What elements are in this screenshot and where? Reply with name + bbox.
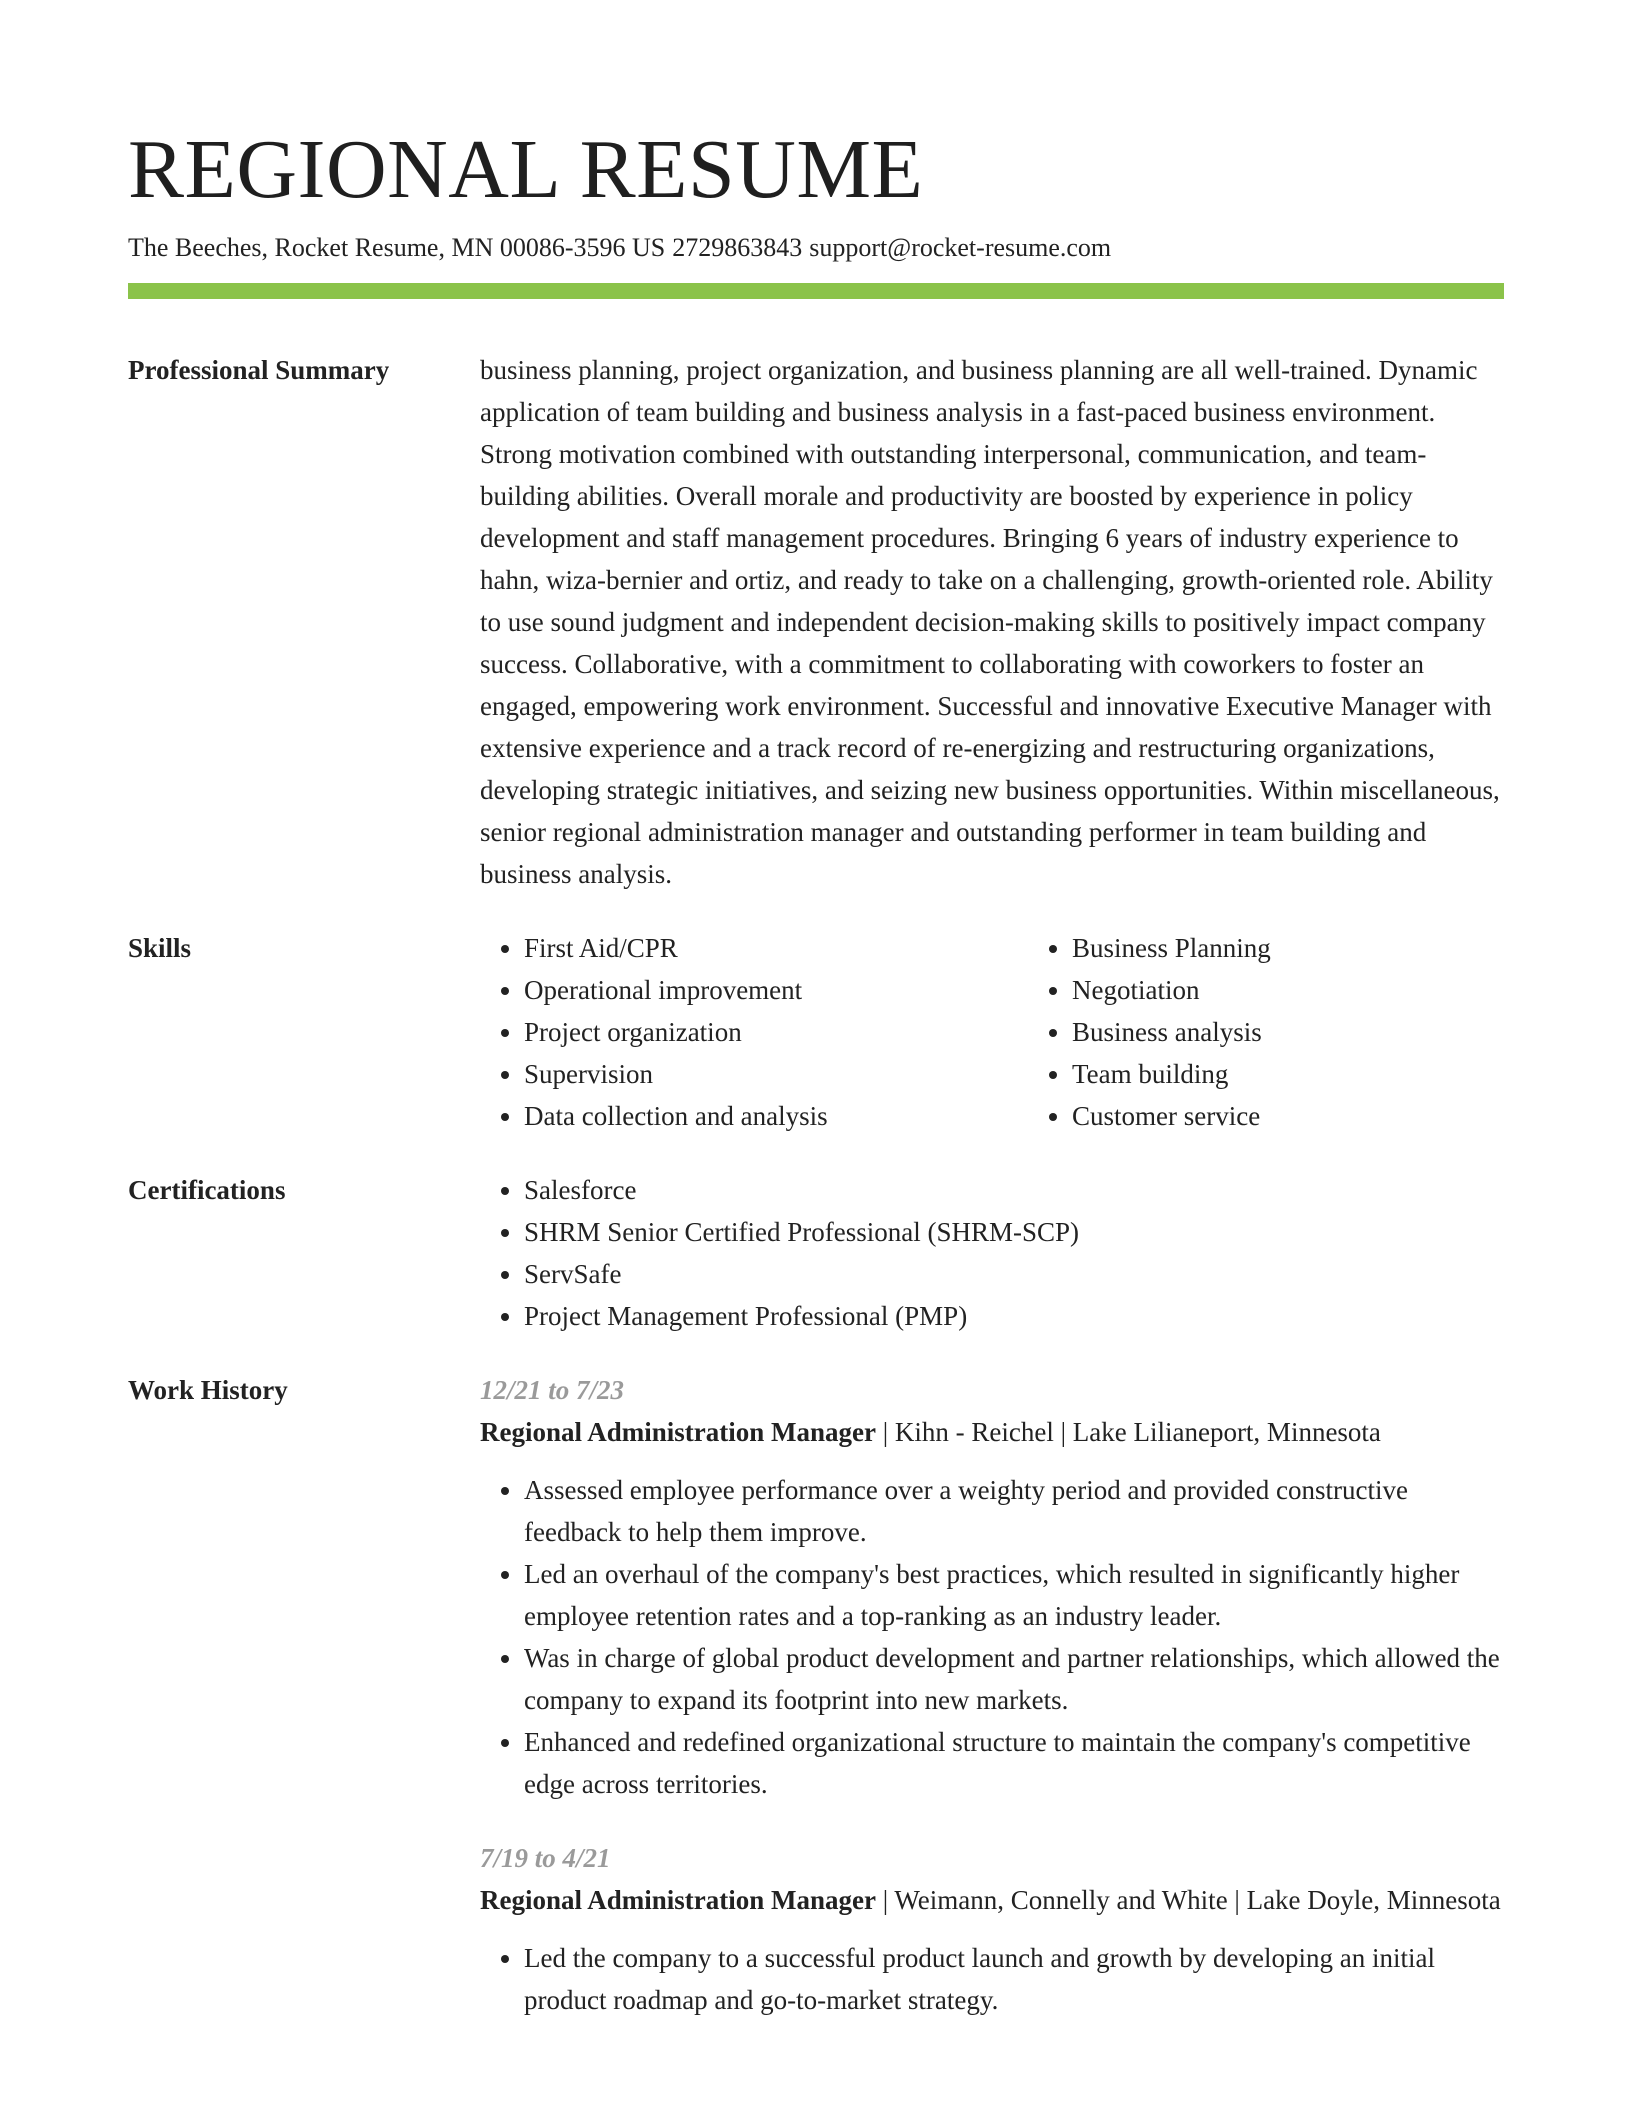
skills-list-left bbox=[480, 927, 1028, 1137]
contact-email: support@rocket-resume.com bbox=[809, 233, 1112, 262]
job-bullet: • Led the company to a successful product launch and growth by developing an initial product roadmap and go-to-market strategy. bbox=[524, 1937, 1504, 2021]
resume-page bbox=[128, 120, 1504, 2021]
job-heading bbox=[480, 1411, 1504, 1453]
job-bullets bbox=[480, 1469, 1504, 1805]
skill-item: • Team building bbox=[1072, 1053, 1576, 1095]
certifications-content bbox=[480, 1169, 1504, 1337]
job-title: Regional Administration Manager bbox=[480, 1885, 876, 1915]
certification-item: • SHRM Senior Certified Professional (SHRM-SCP) bbox=[524, 1211, 1504, 1253]
job-heading bbox=[480, 1879, 1504, 1921]
work-history-section bbox=[128, 1369, 1504, 2021]
job-bullet: • Enhanced and redefined organizational structure to maintain the company's competitive edge across territories. bbox=[524, 1721, 1504, 1805]
summary-text: business planning, project organization, and business planning are all well-trained. Dynamic application of team building and business analysis in a fast-paced business environment. Strong motivation combined with outstanding interpersonal, communication, and team-building abilities. Overall morale and productivity are boosted by experience in policy development and staff management procedures. Bringing 6 years of industry experience to hahn, wiza-bernier and ortiz, and ready to take on a challenging, growth-oriented role. Ability to use sound judgment and independent decision-making skills to positively impact company success. Collaborative, with a commitment to collaborating with coworkers to foster an engaged, empowering work environment. Successful and innovative Executive Manager with extensive experience and a track record of re-energizing and restructuring organizations, developing strategic initiatives, and seizing new business opportunities. Within miscellaneous, senior regional administration manager and outstanding performer in team building and business analysis. bbox=[480, 355, 1500, 889]
job-bullets bbox=[480, 1937, 1504, 2021]
contact-line bbox=[128, 230, 1504, 266]
skills-label: Skills bbox=[128, 933, 192, 963]
skill-item: • First Aid/CPR bbox=[524, 927, 1028, 969]
work-history-label: Work History bbox=[128, 1375, 288, 1405]
certifications-list bbox=[480, 1169, 1504, 1337]
job-bullet: • Led an overhaul of the company's best practices, which resulted in significantly higher employee retention rates and a top-ranking as an industry leader. bbox=[524, 1553, 1504, 1637]
job-dates: 12/21 to 7/23 bbox=[480, 1375, 625, 1405]
skill-item: • Data collection and analysis bbox=[524, 1095, 1028, 1137]
contact-address: The Beeches, Rocket Resume, MN 00086-3596 US bbox=[128, 233, 666, 262]
certifications-section bbox=[128, 1169, 1504, 1337]
job-dates: 7/19 to 4/21 bbox=[480, 1843, 611, 1873]
certification-item: • ServSafe bbox=[524, 1253, 1504, 1295]
summary-label: Professional Summary bbox=[128, 355, 390, 385]
skill-item: • Business Planning bbox=[1072, 927, 1576, 969]
job-employer-location: | Kihn - Reichel | Lake Lilianeport, Minnesota bbox=[876, 1417, 1381, 1447]
skill-item: • Project organization bbox=[524, 1011, 1028, 1053]
job-bullet: • Was in charge of global product development and partner relationships, which allowed the company to expand its footprint into new markets. bbox=[524, 1637, 1504, 1721]
certification-item: • Project Management Professional (PMP) bbox=[524, 1295, 1504, 1337]
skill-item: • Operational improvement bbox=[524, 969, 1028, 1011]
job-employer-location: | Weimann, Connelly and White | Lake Doyle, Minnesota bbox=[876, 1885, 1501, 1915]
certification-item: • Salesforce bbox=[524, 1169, 1504, 1211]
header-divider bbox=[128, 283, 1504, 299]
job-entry bbox=[480, 1837, 1504, 2021]
skill-item: • Customer service bbox=[1072, 1095, 1576, 1137]
resume-name: REGIONAL RESUME bbox=[128, 123, 924, 216]
skills-grid bbox=[480, 927, 1576, 1137]
summary-section bbox=[128, 349, 1504, 895]
skills-list-right bbox=[1028, 927, 1576, 1137]
skill-item: • Negotiation bbox=[1072, 969, 1576, 1011]
job-entry bbox=[480, 1369, 1504, 1805]
skill-item: • Business analysis bbox=[1072, 1011, 1576, 1053]
job-title: Regional Administration Manager bbox=[480, 1417, 876, 1447]
contact-phone: 2729863843 bbox=[672, 233, 803, 262]
skill-item: • Supervision bbox=[524, 1053, 1028, 1095]
work-history-content bbox=[480, 1369, 1504, 2021]
skills-section bbox=[128, 927, 1504, 1137]
certifications-label: Certifications bbox=[128, 1175, 286, 1205]
job-bullet: • Assessed employee performance over a weighty period and provided constructive feedback to help them improve. bbox=[524, 1469, 1504, 1553]
